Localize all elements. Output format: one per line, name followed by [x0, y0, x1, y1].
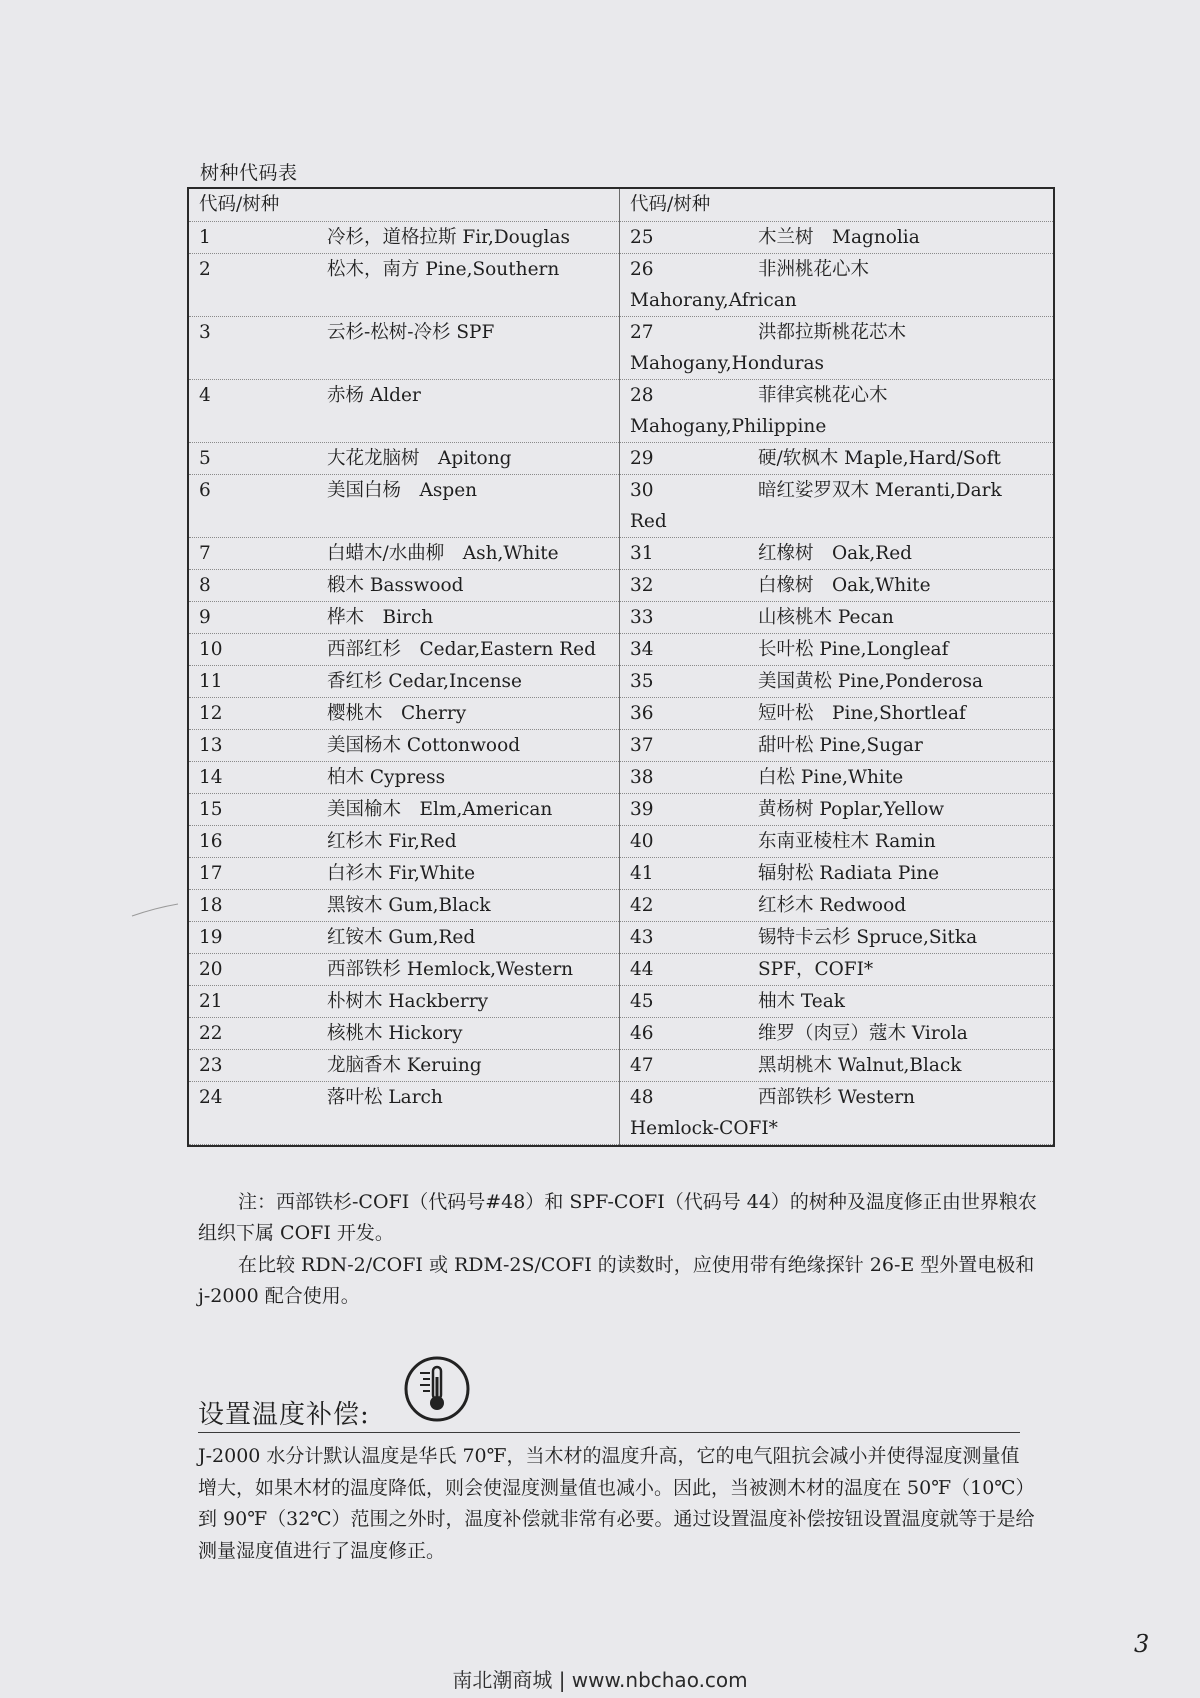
species-code: 20 [199, 959, 223, 980]
left-cell [189, 666, 620, 698]
species-code: 5 [199, 448, 211, 469]
thermometer-icon [403, 1355, 471, 1423]
species-code: 3 [199, 322, 211, 343]
table-row [189, 443, 1053, 475]
species-name: 美国榆木 Elm,American [327, 799, 553, 820]
left-cell [189, 794, 620, 826]
left-cell [189, 538, 620, 570]
species-code: 16 [199, 831, 223, 852]
right-cell [620, 954, 1054, 986]
species-name: 白蜡木/水曲柳 Ash,White [327, 543, 559, 564]
table-row [189, 1082, 1053, 1145]
left-cell [189, 1082, 620, 1145]
species-name: 柏木 Cypress [327, 767, 446, 788]
table-row [189, 1018, 1053, 1050]
species-code: 24 [199, 1087, 223, 1108]
left-cell [189, 254, 620, 317]
right-cell [620, 1018, 1054, 1050]
table-row [189, 730, 1053, 762]
species-code: 31 [630, 543, 654, 564]
species-code: 38 [630, 767, 654, 788]
species-name-continued: Mahorany,African [630, 290, 797, 311]
species-code: 6 [199, 480, 211, 501]
left-cell [189, 570, 620, 602]
species-name: 冷杉，道格拉斯 Fir,Douglas [327, 227, 570, 248]
species-code: 2 [199, 259, 211, 280]
species-code: 44 [630, 959, 654, 980]
species-code: 21 [199, 991, 223, 1012]
species-name-continued: Red [630, 511, 667, 532]
right-cell [620, 1082, 1054, 1145]
body-paragraph: J-2000 水分计默认温度是华氏 70℉，当木材的温度升高，它的电气阻抗会减小并使得湿度测量值增大，如果木材的温度降低，则会使湿度测量值也减小。因此，当被测木材的温度在 50℉（10℃）到 90℉（32℃）范围之外时，温度补偿就非常有必要。通过设置温度补偿按钮设置温度就等于是给测量湿度值进行了温度修正。 [198, 1445, 1035, 1562]
species-name: 樱桃木 Cherry [327, 703, 467, 724]
left-cell [189, 443, 620, 475]
right-cell [620, 570, 1054, 602]
species-name: 短叶松 Pine,Shortleaf [758, 703, 966, 724]
right-cell [620, 698, 1054, 730]
species-code: 17 [199, 863, 223, 884]
table-row [189, 222, 1053, 254]
species-name: 红橡树 Oak,Red [758, 543, 913, 564]
species-name: 长叶松 Pine,Longleaf [758, 639, 949, 660]
species-name: 暗红娑罗双木 Meranti,Dark [758, 480, 1002, 501]
right-cell [620, 538, 1054, 570]
species-code: 37 [630, 735, 654, 756]
species-code: 29 [630, 448, 654, 469]
species-name: 黑胡桃木 Walnut,Black [758, 1055, 962, 1076]
left-cell [189, 475, 620, 538]
right-cell [620, 858, 1054, 890]
table-row [189, 890, 1053, 922]
species-code: 27 [630, 322, 654, 343]
species-name: 锡特卡云杉 Spruce,Sitka [758, 927, 978, 948]
left-cell [189, 826, 620, 858]
species-name: 白橡树 Oak,White [758, 575, 931, 596]
species-name: 红杉木 Fir,Red [327, 831, 457, 852]
footer-watermark: 南北潮商城 | www.nbchao.com [452, 1668, 748, 1692]
species-code: 32 [630, 575, 654, 596]
species-code-table [187, 187, 1055, 1147]
table-row [189, 666, 1053, 698]
table-row [189, 538, 1053, 570]
species-code: 45 [630, 991, 654, 1012]
left-cell [189, 1050, 620, 1082]
right-cell [620, 922, 1054, 954]
table-notes [198, 1187, 1038, 1313]
species-code: 8 [199, 575, 211, 596]
right-cell [620, 794, 1054, 826]
species-code: 25 [630, 227, 654, 248]
species-name: 赤杨 Alder [327, 385, 421, 406]
table-row [189, 794, 1053, 826]
right-cell [620, 443, 1054, 475]
species-name: 维罗（肉豆）蔻木 Virola [758, 1023, 968, 1044]
left-cell [189, 986, 620, 1018]
species-name: 大花龙脑树 Apitong [327, 448, 512, 469]
table-row [189, 922, 1053, 954]
heading-underline [198, 1432, 1020, 1433]
right-cell [620, 986, 1054, 1018]
species-name: 西部铁杉 Western [758, 1087, 915, 1108]
species-code: 9 [199, 607, 211, 628]
table-header-row [189, 189, 1053, 222]
species-name-continued: Mahogany,Honduras [630, 353, 824, 374]
species-code: 18 [199, 895, 223, 916]
left-cell [189, 922, 620, 954]
left-cell [189, 602, 620, 634]
species-code: 34 [630, 639, 654, 660]
species-name: 白松 Pine,White [758, 767, 904, 788]
right-cell [620, 602, 1054, 634]
species-code: 28 [630, 385, 654, 406]
table-row [189, 954, 1053, 986]
right-cell [620, 222, 1054, 254]
table-row [189, 602, 1053, 634]
species-code: 15 [199, 799, 223, 820]
species-code: 41 [630, 863, 654, 884]
right-cell [620, 380, 1054, 443]
table-row [189, 762, 1053, 794]
species-code: 7 [199, 543, 211, 564]
species-name: 松木，南方 Pine,Southern [327, 259, 560, 280]
header-left: 代码/树种 [189, 189, 620, 222]
species-name: 辐射松 Radiata Pine [758, 863, 940, 884]
table-row [189, 1050, 1053, 1082]
species-name: 黄杨树 Poplar,Yellow [758, 799, 945, 820]
species-code: 30 [630, 480, 654, 501]
left-cell [189, 1018, 620, 1050]
species-code: 14 [199, 767, 223, 788]
species-code: 43 [630, 927, 654, 948]
species-name: SPF，COFI* [758, 959, 874, 980]
right-cell [620, 762, 1054, 794]
species-name: 美国白杨 Aspen [327, 480, 478, 501]
right-cell [620, 634, 1054, 666]
species-name: 桦木 Birch [327, 607, 434, 628]
right-cell [620, 826, 1054, 858]
species-code: 47 [630, 1055, 654, 1076]
header-right: 代码/树种 [620, 189, 1054, 222]
species-name: 龙脑香木 Keruing [327, 1055, 482, 1076]
species-name: 非洲桃花心木 [758, 259, 870, 280]
table-row [189, 254, 1053, 317]
species-code: 19 [199, 927, 223, 948]
left-cell [189, 730, 620, 762]
right-cell [620, 666, 1054, 698]
species-name: 硬/软枫木 Maple,Hard/Soft [758, 448, 1001, 469]
temperature-compensation-text [198, 1441, 1038, 1567]
species-code: 26 [630, 259, 654, 280]
species-code: 39 [630, 799, 654, 820]
species-code: 10 [199, 639, 223, 660]
species-name: 红铵木 Gum,Red [327, 927, 476, 948]
section-heading: 设置温度补偿: [198, 1400, 370, 1430]
left-cell [189, 954, 620, 986]
species-name: 甜叶松 Pine,Sugar [758, 735, 923, 756]
species-name-continued: Hemlock-COFI* [630, 1118, 778, 1139]
right-cell [620, 1050, 1054, 1082]
species-name: 红杉木 Redwood [758, 895, 907, 916]
left-cell [189, 762, 620, 794]
species-name: 美国杨木 Cottonwood [327, 735, 521, 756]
left-cell [189, 890, 620, 922]
species-code: 46 [630, 1023, 654, 1044]
species-code: 1 [199, 227, 211, 248]
species-code: 4 [199, 385, 211, 406]
species-name-continued: Mahogany,Philippine [630, 416, 827, 437]
species-code: 23 [199, 1055, 223, 1076]
right-cell [620, 254, 1054, 317]
species-name: 西部铁杉 Hemlock,Western [327, 959, 574, 980]
table-row [189, 858, 1053, 890]
species-name: 洪都拉斯桃花芯木 [758, 322, 907, 343]
species-name: 黑铵木 Gum,Black [327, 895, 491, 916]
species-name: 木兰树 Magnolia [758, 227, 920, 248]
species-code: 22 [199, 1023, 223, 1044]
page-number: 3 [1134, 1630, 1150, 1658]
note-cofi: 注：西部铁杉-COFI（代码号#48）和 SPF-COFI（代码号 44）的树种及温度修正由世界粮农组织下属 COFI 开发。 [198, 1191, 1037, 1244]
species-name: 椴木 Basswood [327, 575, 464, 596]
species-code: 42 [630, 895, 654, 916]
left-cell [189, 634, 620, 666]
species-name: 云杉-松树-冷杉 SPF [327, 322, 495, 343]
species-name: 西部红杉 Cedar,Eastern Red [327, 639, 596, 660]
species-name: 柚木 Teak [758, 991, 845, 1012]
species-name: 东南亚棱柱木 Ramin [758, 831, 936, 852]
species-name: 白衫木 Fir,White [327, 863, 476, 884]
species-name: 菲律宾桃花心木 [758, 385, 888, 406]
left-cell [189, 380, 620, 443]
species-name: 美国黄松 Pine,Ponderosa [758, 671, 984, 692]
species-code: 13 [199, 735, 223, 756]
table-row [189, 986, 1053, 1018]
species-name: 朴树木 Hackberry [327, 991, 489, 1012]
species-name: 山核桃木 Pecan [758, 607, 894, 628]
note-rdn: 在比较 RDN-2/COFI 或 RDM-2S/COFI 的读数时，应使用带有绝缘探针 26-E 型外置电极和 j-2000 配合使用。 [198, 1254, 1035, 1307]
species-name: 核桃木 Hickory [327, 1023, 463, 1044]
species-code: 35 [630, 671, 654, 692]
right-cell [620, 730, 1054, 762]
table-row [189, 380, 1053, 443]
table-row [189, 570, 1053, 602]
left-cell [189, 858, 620, 890]
species-code: 36 [630, 703, 654, 724]
species-code: 12 [199, 703, 223, 724]
left-cell [189, 317, 620, 380]
left-cell [189, 222, 620, 254]
right-cell [620, 317, 1054, 380]
table-row [189, 475, 1053, 538]
right-cell [620, 475, 1054, 538]
table-row [189, 634, 1053, 666]
species-name: 香红杉 Cedar,Incense [327, 671, 522, 692]
right-cell [620, 890, 1054, 922]
table-row [189, 317, 1053, 380]
left-cell [189, 698, 620, 730]
table-caption: 树种代码表 [200, 162, 298, 184]
species-code: 48 [630, 1087, 654, 1108]
table-row [189, 698, 1053, 730]
species-code: 11 [199, 671, 223, 692]
table-row [189, 826, 1053, 858]
species-code: 33 [630, 607, 654, 628]
scan-mark [130, 900, 180, 920]
species-name: 落叶松 Larch [327, 1087, 443, 1108]
species-code: 40 [630, 831, 654, 852]
